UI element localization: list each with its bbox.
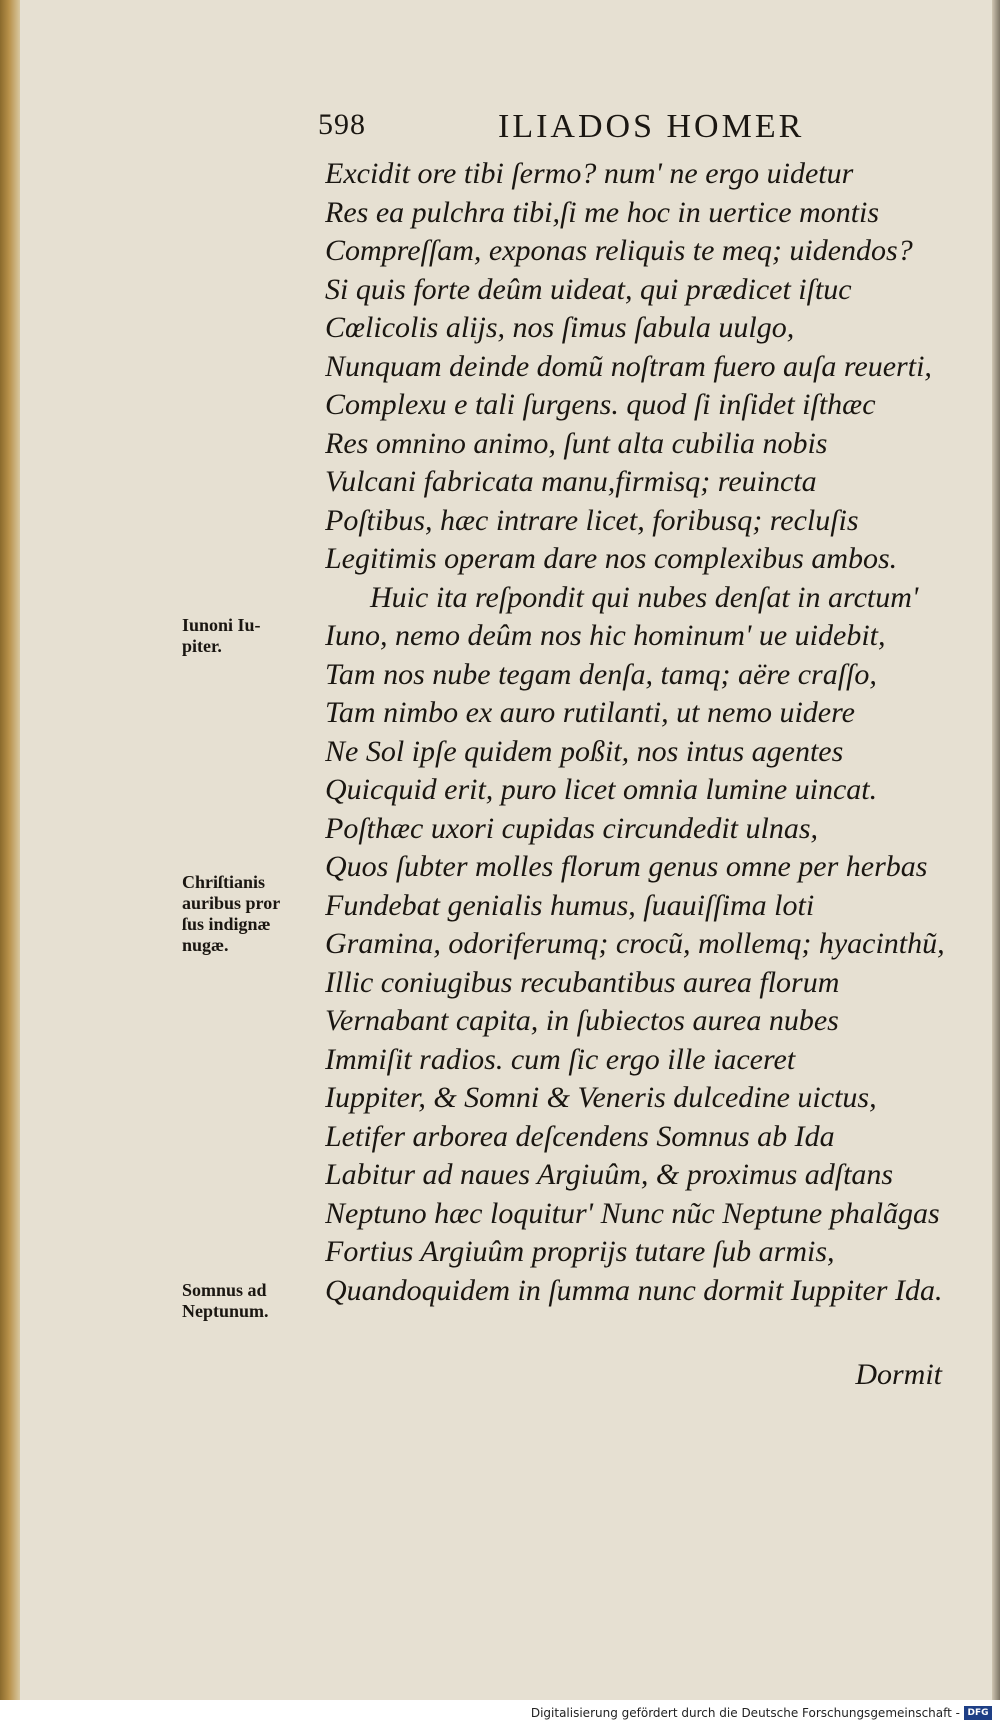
page-edge (992, 0, 1000, 1700)
digitization-footer (0, 1700, 1000, 1727)
verse-line: Letifer arborea deſcendens Somnus ab Ida (325, 1119, 835, 1153)
verse-line: Complexu e tali ſurgens. quod ſi inſidet iſthæc (325, 388, 876, 421)
verse-line: Vernabant capita, in ſubiectos aurea nubes (325, 1004, 839, 1037)
verse-line: Nunquam deinde domũ noſtram fuero auſa reuerti, (325, 349, 932, 383)
marginal-note (182, 615, 261, 657)
verse-line: Ne Sol ipſe quidem poßit, nos intus agentes (325, 734, 844, 768)
marginal-note-line: Iunoni Iu- (182, 615, 261, 635)
verse-line: Quandoquidem in ſumma nunc dormit Iuppiter Ida. (325, 1273, 943, 1307)
binding-edge (0, 0, 20, 1700)
verse-line: Illic coniugibus recubantibus aurea florum (325, 965, 840, 999)
verse-line: Tam nimbo ex auro rutilanti, ut nemo uidere (325, 696, 855, 729)
verse-line: Res omnino animo, ſunt alta cubilia nobis (325, 426, 828, 460)
verse-line: Vulcani fabricata manu,firmisq; reuincta (325, 465, 817, 498)
verse-line: Iuppiter, & Somni & Veneris dulcedine uictus, (325, 1081, 877, 1114)
verse-line: Quos ſubter molles florum genus omne per herbas (325, 850, 928, 883)
verse-line: Res ea pulchra tibi,ſi me hoc in uertice montis (325, 195, 880, 229)
verse-line: Compreſſam, exponas reliquis te meq; uidendos? (325, 234, 913, 267)
verse-line: Fundebat genialis humus, ſuauiſſima loti (325, 888, 815, 922)
verse-line: Tam nos nube tegam denſa, tamq; aëre craſſo, (325, 657, 877, 691)
dfg-logo: DFG (964, 1706, 992, 1720)
verse-line: Labitur ad naues Argiuûm, & proximus adſtans (325, 1158, 894, 1191)
verse-block (325, 155, 955, 1310)
page-number: 598 (318, 108, 366, 141)
verse-line: Legitimis operam dare nos complexibus ambos. (325, 542, 898, 575)
verse-line: Poſthæc uxori cupidas circundedit ulnas, (325, 811, 818, 845)
marginal-note-line: Somnus ad (182, 1280, 267, 1300)
verse-line: Quicquid erit, puro licet omnia lumine uincat. (325, 773, 878, 806)
verse-line: Poſtibus, hæc intrare licet, foribusq; recluſis (325, 503, 859, 537)
marginal-note-line: Chriſtianis (182, 872, 266, 892)
verse-line: Iuno, nemo deûm nos hic hominum' ue uidebit, (325, 619, 886, 652)
verse-line: Excidit ore tibi ſermo? num' ne ergo uidetur (325, 157, 854, 190)
marginal-note (182, 1280, 269, 1322)
marginal-note-line: nugæ. (182, 935, 229, 955)
verse-line: Cœlicolis alijs, nos ſimus ſabula uulgo, (325, 311, 795, 344)
page-header (318, 108, 838, 150)
verse-line: Immiſit radios. cum ſic ergo ille iaceret (325, 1042, 796, 1076)
verse-line: Huic ita reſpondit qui nubes denſat in arctum' (370, 580, 919, 614)
running-head: ILIADOS HOMER (498, 108, 805, 145)
verse-line: Si quis forte deûm uideat, qui prædicet iſtuc (325, 272, 852, 306)
funding-credit: Digitalisierung gefördert durch die Deutsche Forschungsgemeinschaft - (530, 1706, 960, 1720)
verse-line: Neptuno hæc loquitur' Nunc nũc Neptune phalãgas (325, 1196, 940, 1230)
marginal-note-line: piter. (182, 636, 222, 656)
verse-line: Gramina, odoriferumq; crocũ, mollemq; hyacinthũ, (325, 927, 945, 960)
marginal-note-line: auribus pror (182, 893, 281, 913)
marginal-note-line: ſus indignæ (182, 914, 271, 934)
catchword: Dormit (855, 1358, 942, 1391)
marginal-note (182, 872, 280, 956)
marginal-note-line: Neptunum. (182, 1301, 269, 1321)
verse-line: Fortius Argiuûm proprijs tutare ſub armis, (325, 1235, 835, 1268)
